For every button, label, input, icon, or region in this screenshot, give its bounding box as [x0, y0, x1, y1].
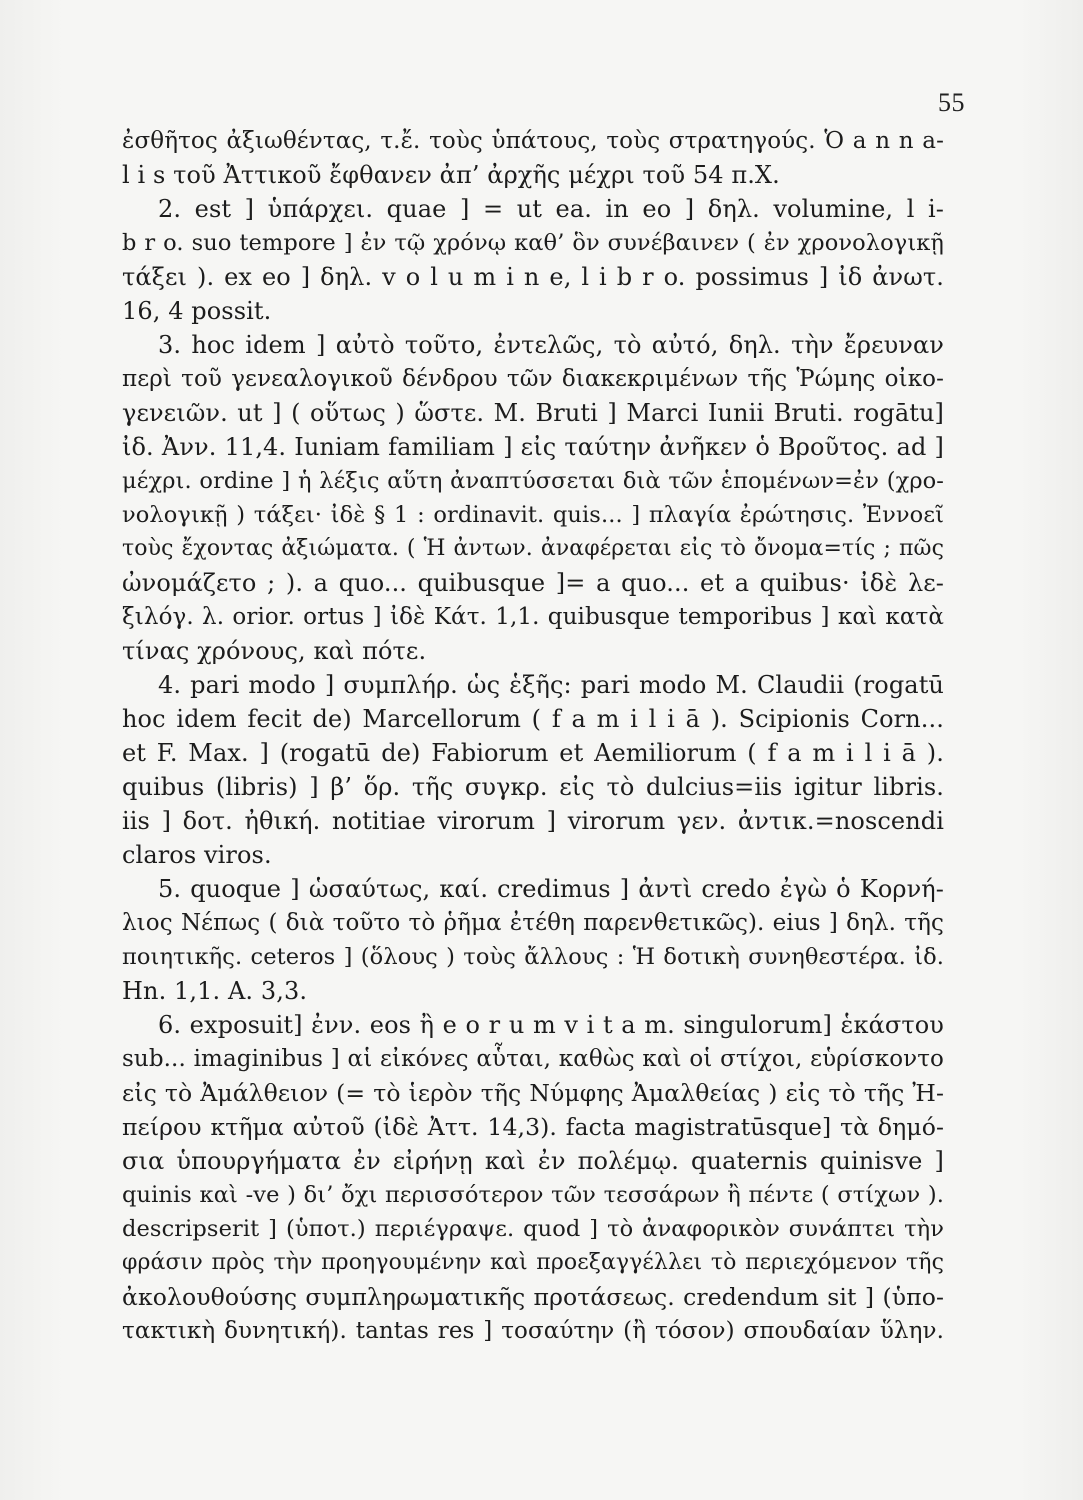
- text-line: et F. Max. ] (rogatū de) Fabiorum et Aemiliorum ( f a m i l i ā ).: [122, 739, 944, 767]
- text-line: σια ὑπουργήματα ἐν εἰρήνῃ καὶ ἐν πολέμῳ. quaternis quinisve ]: [122, 1147, 944, 1175]
- text-line: ἐσθῆτος ἀξιωθέντας, τ.ἔ. τοὺς ὑπάτους, τοὺς στρατηγούς. Ὁ a n n a-: [122, 128, 944, 154]
- text-line: iis ] δοτ. ἠθική. notitiae virorum ] virorum γεν. ἀντικ.=noscendi: [122, 807, 944, 835]
- text-line: 5. quoque ] ὡσαύτως, καί. credimus ] ἀντὶ credo ἐγὼ ὁ Κορνή-: [158, 875, 944, 903]
- text-line: descripserit ] (ὑποτ.) περιέγραψε. quod ] τὸ ἀναφορικὸν συνάπτει τὴν: [122, 1216, 944, 1242]
- text-line: Hn. 1,1. A. 3,3.: [122, 977, 308, 1005]
- text-line: ποιητικῆς. ceteros ] (ὅλους ) τοὺς ἄλλους : Ἡ δοτικὴ συνηθεστέρα. ἰδ.: [122, 944, 944, 970]
- commentary-text: [122, 124, 944, 1348]
- text-line: hoc idem fecit de) Marcellorum ( f a m i l i ā ). Scipionis Corn...: [122, 705, 944, 733]
- text-line: πείρου κτῆμα αὐτοῦ (ἰδὲ Ἀττ. 14,3). facta magistratūsque] τὰ δημό-: [122, 1113, 944, 1141]
- text-line: εἰς τὸ Ἀμάλθειον (= τὸ ἱερὸν τῆς Νύμφης Ἀμαλθείας ) εἰς τὸ τῆς Ἠ-: [122, 1079, 944, 1107]
- text-line: λιος Νέπως ( διὰ τοῦτο τὸ ῥῆμα ἐτέθη παρενθετικῶς). eius ] δηλ. τῆς: [122, 910, 944, 936]
- text-line: 3. hoc idem ] αὐτὸ τοῦτο, ἐντελῶς, τὸ αὐτό, δηλ. τὴν ἔρευναν: [158, 331, 944, 359]
- text-line: ὠνομάζετο ; ). a quo... quibusque ]= a quo... et a quibus· ἰδὲ λε-: [122, 569, 944, 597]
- text-line: νολογικῇ ) τάξει· ἰδὲ § 1 : ordinavit. quis... ] πλαγία ἐρώτησις. Ἐννοεῖ: [122, 502, 944, 528]
- text-line: 16, 4 possit.: [122, 297, 272, 325]
- text-line: quinis καὶ -ve ) δι’ ὄχι περισσότερον τῶν τεσσάρων ἢ πέντε ( στίχων ).: [122, 1182, 944, 1208]
- text-line: τακτικὴ δυνητική). tantas res ] τοσαύτην (ἢ τόσον) σπουδαίαν ὕλην.: [122, 1318, 944, 1344]
- text-line: ἰδ. Ἀνν. 11,4. Iuniam familiam ] εἰς ταύτην ἀνῆκεν ὁ Βροῦτος. ad ]: [122, 433, 944, 461]
- text-line: l i s τοῦ Ἀττικοῦ ἔφθανεν ἀπ’ ἀρχῆς μέχρι τοῦ 54 π.Χ.: [122, 161, 780, 189]
- text-line: sub... imaginibus ] αἱ εἰκόνες αὗται, καθὼς καὶ οἱ στίχοι, εὑρίσκοντο: [122, 1046, 944, 1072]
- text-line: b r o. suo tempore ] ἐν τῷ χρόνῳ καθ’ ὃν συνέβαινεν ( ἐν χρονολογικῇ: [122, 230, 944, 256]
- text-line: 4. pari modo ] συμπλήρ. ὡς ἑξῆς: pari modo M. Claudii (rogatū: [158, 671, 944, 699]
- text-line: γενειῶν. ut ] ( οὕτως ) ὥστε. M. Bruti ] Marci Iunii Bruti. rogātu]: [122, 399, 944, 427]
- text-line: ἀκολουθούσης συμπληρωματικῆς προτάσεως. credendum sit ] (ὑπο-: [122, 1283, 944, 1311]
- page-number: 55: [938, 88, 965, 117]
- text-line: claros viros.: [122, 841, 272, 869]
- text-line: 6. exposuit] ἐνν. eos ἢ e o r u m v i t a m. singulorum] ἑκάστου: [158, 1011, 944, 1039]
- text-line: τίνας χρόνους, καὶ πότε.: [122, 637, 427, 665]
- text-line: περὶ τοῦ γενεαλογικοῦ δένδρου τῶν διακεκριμένων τῆς Ῥώμης οἰκο-: [122, 366, 944, 392]
- text-line: μέχρι. ordine ] ἡ λέξις αὕτη ἀναπτύσσεται διὰ τῶν ἑπομένων=ἐν (χρο-: [122, 468, 944, 494]
- text-line: quibus (libris) ] β’ ὅρ. τῆς συγκρ. εἰς τὸ dulcius=iis igitur libris.: [122, 773, 944, 801]
- text-line: 2. est ] ὑπάρχει. quae ] = ut ea. in eo ] δηλ. volumine, l i-: [158, 195, 944, 223]
- text-line: τοὺς ἔχοντας ἀξιώματα. ( Ἡ ἀντων. ἀναφέρεται εἰς τὸ ὄνομα=τίς ; πῶς: [122, 536, 944, 561]
- text-line: τάξει ). ex eo ] δηλ. v o l u m i n e, l i b r o. possimus ] ἰδ ἀνωτ.: [122, 263, 944, 291]
- text-line: ξιλόγ. λ. orior. ortus ] ἰδὲ Κάτ. 1,1. quibusque temporibus ] καὶ κατὰ: [122, 604, 944, 630]
- text-line: φράσιν πρὸς τὴν προηγουμένην καὶ προεξαγγέλλει τὸ περιεχόμενον τῆς: [122, 1250, 944, 1275]
